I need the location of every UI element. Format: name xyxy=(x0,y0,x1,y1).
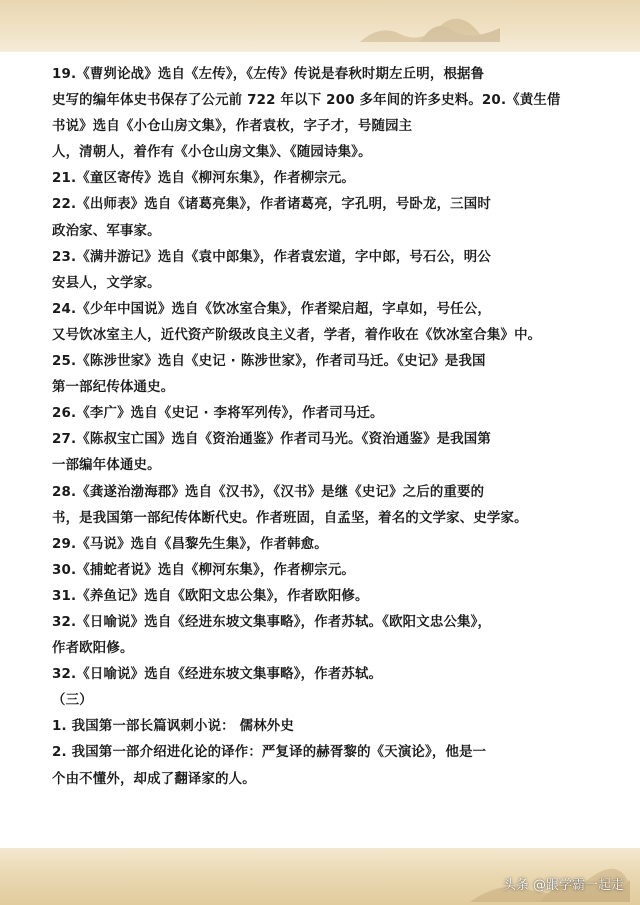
text-line: 2. 我国第一部介绍进化论的译作：严复译的赫胥黎的《天演论》，他是一 xyxy=(52,745,487,761)
text-line: 作者欧阳修。 xyxy=(52,641,134,657)
text-line: 29.《马说》选自《昌黎先生集》，作者韩愈。 xyxy=(52,536,328,552)
text-line: 24.《少年中国说》选自《饮冰室合集》，作者梁启超，字卓如，号任公， xyxy=(52,301,491,317)
text-line: 28.《龚遂治渤海郡》选自《汉书》，《汉书》是继《史记》之后的重要的 xyxy=(52,484,485,500)
text-line: 1. 我国第一部长篇讽刺小说： 儒林外史 xyxy=(52,719,294,735)
landscape-ornament-icon xyxy=(360,4,500,44)
text-line: 人，清朝人，着作有《小仓山房文集》、《随园诗集》。 xyxy=(52,145,372,161)
text-line: 26.《李广》选自《史记 · 李将军列传》，作者司马迁。 xyxy=(52,406,384,422)
watermark: 头条 @跟学霸一起走 xyxy=(502,878,624,893)
text-line: 31.《养鱼记》选自《欧阳文忠公集》，作者欧阳修。 xyxy=(52,588,369,604)
text-line: 安县人，文学家。 xyxy=(52,275,161,291)
text-line: 25.《陈涉世家》选自《史记 · 陈涉世家》，作者司马迁。《史记》是我国 xyxy=(52,354,486,370)
text-line: 22.《出师表》选自《诸葛亮集》，作者诸葛亮，字孔明，号卧龙，三国时 xyxy=(52,197,491,213)
text-line: 书说》选自《小仓山房文集》，作者袁枚，字子才，号随园主 xyxy=(52,119,413,135)
text-line: 史写的编年体史书保存了公元前 722 年以下 200 多年间的许多史料。20.《黄生借 xyxy=(52,93,561,109)
text-line: 21.《童区寄传》选自《柳河东集》，作者柳宗元。 xyxy=(52,171,356,187)
text-line: 27.《陈叔宝亡国》选自《资治通鉴》作者司马光。《资治通鉴》是我国第 xyxy=(52,432,491,448)
text-content xyxy=(52,62,592,793)
text-line: 第一部纪传体通史。 xyxy=(52,380,175,396)
text-line: （三） xyxy=(52,693,93,709)
top-decorative-band xyxy=(0,0,640,52)
text-line: 书，是我国第一部纪传体断代史。作者班固，自孟坚，着名的文学家、史学家。 xyxy=(52,510,528,526)
text-line: 政治家、军事家。 xyxy=(52,223,161,239)
text-line: 又号饮冰室主人，近代资产阶级改良主义者，学者，着作收在《饮冰室合集》中。 xyxy=(52,327,542,343)
text-line: 30.《捕蛇者说》选自《柳河东集》，作者柳宗元。 xyxy=(52,562,356,578)
text-line: 一部编年体通史。 xyxy=(52,458,161,474)
text-line: 个由不懂外，却成了翻译家的人。 xyxy=(52,771,256,787)
text-line: 32.《日喻说》选自《经进东坡文集事略》，作者苏轼。 xyxy=(52,667,383,683)
text-line: 32.《日喻说》选自《经进东坡文集事略》，作者苏轼。《欧阳文忠公集》， xyxy=(52,614,492,630)
text-line: 19.《曹刿论战》选自《左传》，《左传》传说是春秋时期左丘明，根据鲁 xyxy=(52,67,485,82)
text-line: 23.《满井游记》选自《袁中郎集》，作者袁宏道，字中郎，号石公，明公 xyxy=(52,249,491,265)
